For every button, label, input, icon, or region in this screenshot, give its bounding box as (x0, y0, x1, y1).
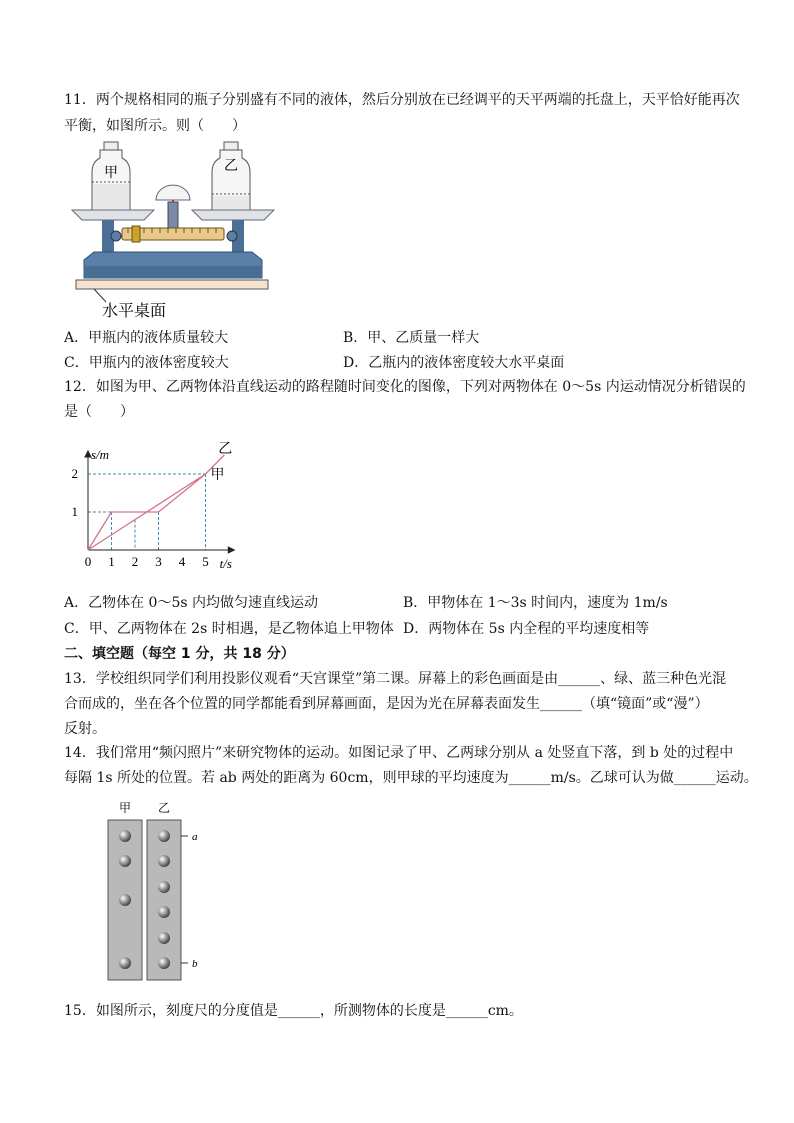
q13-line1: 13．学校组织同学们利用投影仪观看“天宫课堂”第二课。屏幕上的彩色画面是由______、绿、蓝三种色光混 (64, 671, 727, 687)
q15-line1: 15．如图所示，刻度尺的分度值是______，所测物体的长度是______cm。 (64, 1003, 523, 1019)
x-tick-label: 4 (178, 554, 186, 569)
q12-stem-line1: 12．如图为甲、乙两物体沿直线运动的路程随时间变化的图像，下列对两物体在 0～5s 内运动情况分析错误的 (64, 379, 746, 395)
q11-option-a[interactable]: A．甲瓶内的液体质量较大 (64, 330, 229, 346)
q14-line1: 14．我们常用“频闪照片”来研究物体的运动。如图记录了甲、乙两球分别从 a 处竖直下落，到 b 处的过程中 (64, 745, 734, 761)
series-label-yi: 乙 (218, 442, 233, 457)
balance-figure (64, 140, 284, 322)
mark-b: b (192, 958, 198, 970)
q12-option-a[interactable]: A．乙物体在 0～5s 内均做匀速直线运动 (64, 595, 319, 611)
section-2-title: 二、填空题（每空 1 分，共 18 分） (64, 646, 295, 662)
y-axis-label: s/m (91, 447, 110, 462)
x-tick-label: 0 (84, 554, 92, 569)
strobe-photo-figure (100, 796, 220, 986)
q11-option-c[interactable]: C．甲瓶内的液体密度较大 (64, 355, 229, 371)
x-tick-label: 5 (202, 554, 209, 569)
mark-a: a (192, 831, 198, 843)
col-left-label: 甲 (118, 801, 132, 815)
bottle-right (212, 142, 250, 210)
q11-option-d[interactable]: D．乙瓶内的液体密度较大水平桌面 (343, 355, 565, 371)
col-right-label: 乙 (157, 801, 171, 815)
q12-option-d[interactable]: D．两物体在 5s 内全程的平均速度相等 (403, 621, 650, 637)
q11-stem-line1: 11．两个规格相同的瓶子分别盛有不同的液体，然后分别放在已经调平的天平两端的托盘上，天平恰好能再次 (64, 92, 740, 108)
st-graph (66, 432, 266, 577)
y-tick-label: 1 (71, 504, 78, 519)
bottle-left (92, 142, 130, 210)
x-axis-label: t/s (219, 556, 232, 571)
q14-line2: 每隔 1s 所处的位置。若 ab 两处的距离为 60cm，则甲球的平均速度为______m/s。乙球可认为做______运动。 (64, 770, 758, 786)
bottle-right-label: 乙 (224, 159, 238, 174)
q12-option-c[interactable]: C．甲、乙两物体在 2s 时相遇，是乙物体追上甲物体 (64, 621, 394, 637)
q12-stem-line2: 是（ ） (64, 404, 134, 420)
q12-option-b[interactable]: B．甲物体在 1～3s 时间内，速度为 1m/s (403, 595, 668, 611)
series-line-yi (88, 455, 224, 550)
x-tick-label: 1 (108, 554, 115, 569)
x-tick-label: 2 (131, 554, 139, 569)
x-tick-label: 3 (155, 554, 162, 569)
q11-option-b[interactable]: B．甲、乙质量一样大 (343, 330, 480, 346)
x-axis-arrow (228, 547, 234, 553)
table-label: 水平桌面 (102, 303, 167, 320)
q13-line2: 合而成的，坐在各个位置的同学都能看到屏幕画面，是因为光在屏幕表面发生______（填“镜面”或“漫”） (64, 696, 709, 712)
y-tick-label: 2 (71, 466, 78, 481)
bottle-left-label: 甲 (104, 166, 118, 181)
q13-line3: 反射。 (64, 721, 106, 737)
series-label-jia: 甲 (210, 468, 225, 483)
q11-stem-line2: 平衡，如图所示。则（ ） (64, 118, 246, 134)
